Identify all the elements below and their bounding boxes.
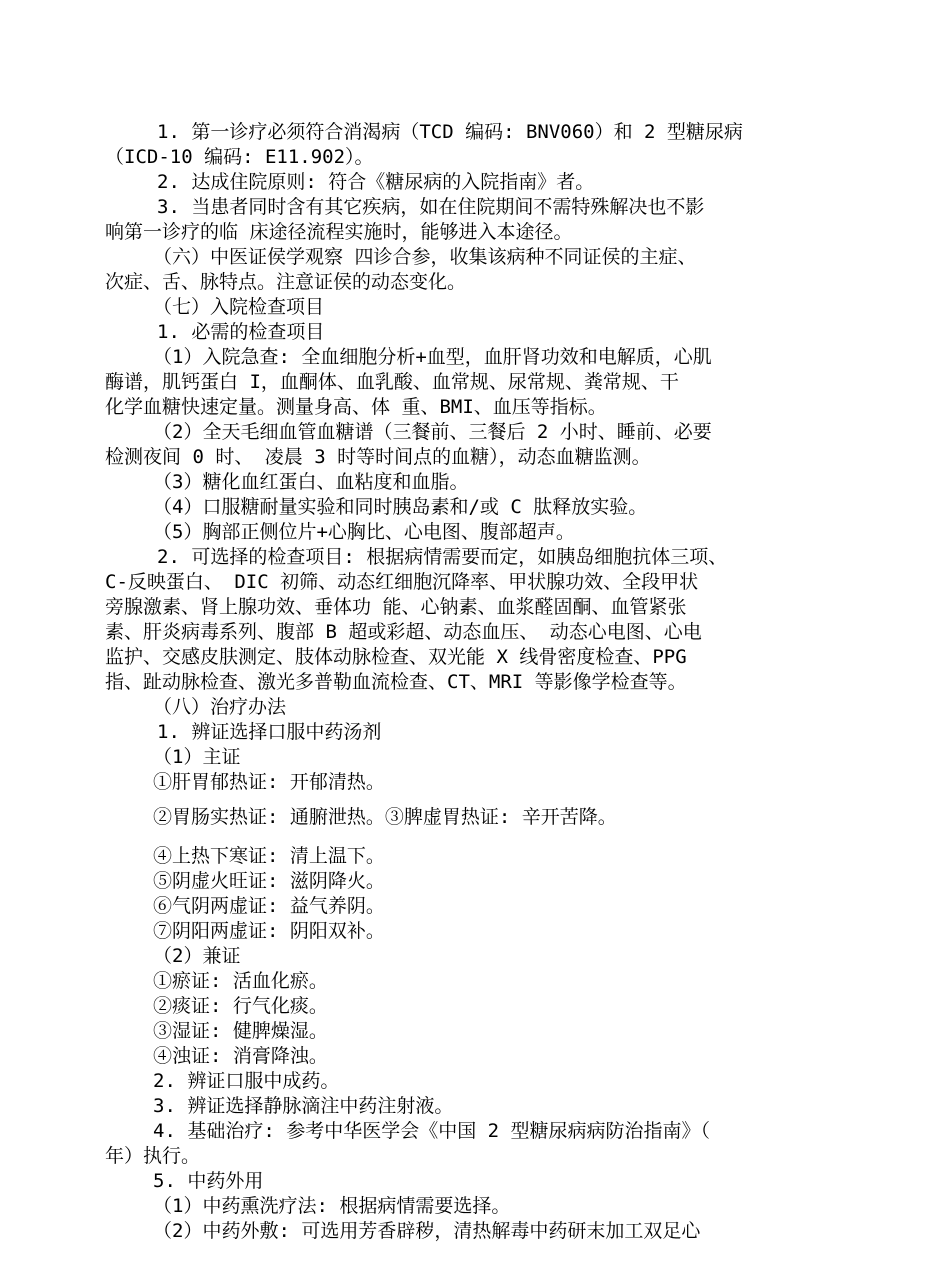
list-item: ①肝胃郁热证: 开郁清热。 (153, 771, 385, 793)
text-line: 2. 辨证口服中成药。 (153, 1070, 340, 1092)
text-line: 2. 达成住院原则: 符合《糖尿病的入院指南》者。 (157, 171, 595, 193)
text-line: 1. 第一诊疗必须符合消渴病（TCD 编码: BNV060）和 2 型糖尿病 (157, 121, 743, 143)
list-item: ②胃肠实热证: 通腑泄热。③脾虚胃热证: 辛开苦降。 (153, 806, 617, 828)
text-line: （1）入院急查: 全血细胞分析+血型，血肝肾功效和电解质，心肌 (153, 346, 712, 368)
text-line: 响第一诊疗的临 床途径流程实施时，能够进入本途径。 (105, 221, 573, 243)
text-line: （5）胸部正侧位片+心胸比、心电图、腹部超声。 (153, 521, 575, 543)
text-line: 1. 辨证选择口服中药汤剂 (157, 721, 382, 743)
sub-heading: （1）主证 (153, 746, 241, 768)
list-item: ①瘀证: 活血化瘀。 (153, 970, 328, 992)
text-line: 4. 基础治疗: 参考中华医学会《中国 2 型糖尿病病防治指南》（ (153, 1120, 711, 1142)
sub-heading: （2）兼证 (153, 945, 241, 967)
text-line: 旁腺激素、肾上腺功效、垂体功 能、心钠素、血浆醛固酮、血管紧张 (105, 596, 687, 618)
text-line: （4）口服糖耐量实验和同时胰岛素和/或 C 肽释放实验。 (153, 496, 648, 518)
section-heading: （七）入院检查项目 (153, 296, 325, 318)
text-line: （ICD-10 编码: E11.902）。 (105, 146, 374, 168)
text-line: 检测夜间 0 时、 凌晨 3 时等时间点的血糖），动态血糖监测。 (105, 446, 651, 468)
document-body (105, 120, 850, 1244)
text-line: 3. 辨证选择静脉滴注中药注射液。 (153, 1095, 454, 1117)
text-line: 年）执行。 (105, 1145, 201, 1167)
text-line: （3）糖化血红蛋白、血粘度和血脂。 (153, 471, 469, 493)
list-item: ②痰证: 行气化痰。 (153, 995, 328, 1017)
list-item: ⑥气阴两虚证: 益气养阴。 (153, 895, 385, 917)
text-line: （六）中医证侯学观察 四诊合参，收集该病种不同证侯的主症、 (153, 246, 697, 268)
list-item: ④上热下寒证: 清上温下。 (153, 845, 385, 867)
text-line: 酶谱，肌钙蛋白 I，血酮体、血乳酸、血常规、尿常规、粪常规、干 (105, 371, 679, 393)
text-line: 监护、交感皮肤测定、肢体动脉检查、双光能 X 线骨密度检查、PPG (105, 646, 687, 668)
list-item: ⑦阴阳两虚证: 阴阳双补。 (153, 920, 385, 942)
text-line: 1. 必需的检查项目 (157, 321, 325, 343)
text-line: 5. 中药外用 (153, 1170, 264, 1192)
list-item: ③湿证: 健脾燥湿。 (153, 1020, 328, 1042)
text-line: （2）中药外敷: 可选用芳香辟秽，清热解毒中药研末加工双足心 (153, 1220, 701, 1242)
section-heading: （八）治疗办法 (153, 696, 287, 718)
list-item: ④浊证: 消膏降浊。 (153, 1045, 328, 1067)
text-line: （2）全天毛细血管血糖谱（三餐前、三餐后 2 小时、睡前、必要 (153, 421, 712, 443)
text-line: 化学血糖快速定量。测量身高、体 重、BMI、血压等指标。 (105, 396, 607, 418)
text-line: 次症、舌、脉特点。注意证侯的动态变化。 (105, 271, 467, 293)
text-line: 素、肝炎病毒系列、腹部 B 超或彩超、动态血压、 动态心电图、心电 (105, 621, 702, 643)
text-line: C-反映蛋白、 DIC 初筛、动态红细胞沉降率、甲状腺功效、全段甲状 (105, 571, 699, 593)
list-item: ⑤阴虚火旺证: 滋阴降火。 (153, 870, 385, 892)
text-line: 2. 可选择的检查项目: 根据病情需要而定，如胰岛细胞抗体三项、 (157, 546, 728, 568)
text-line: 指、趾动脉检查、激光多普勒血流检查、CT、MRI 等影像学检查等。 (105, 671, 687, 693)
text-line: 3. 当患者同时含有其它疾病，如在住院期间不需特殊解决也不影 (157, 196, 705, 218)
text-line: （1）中药熏洗疗法: 根据病情需要选择。 (153, 1195, 511, 1217)
